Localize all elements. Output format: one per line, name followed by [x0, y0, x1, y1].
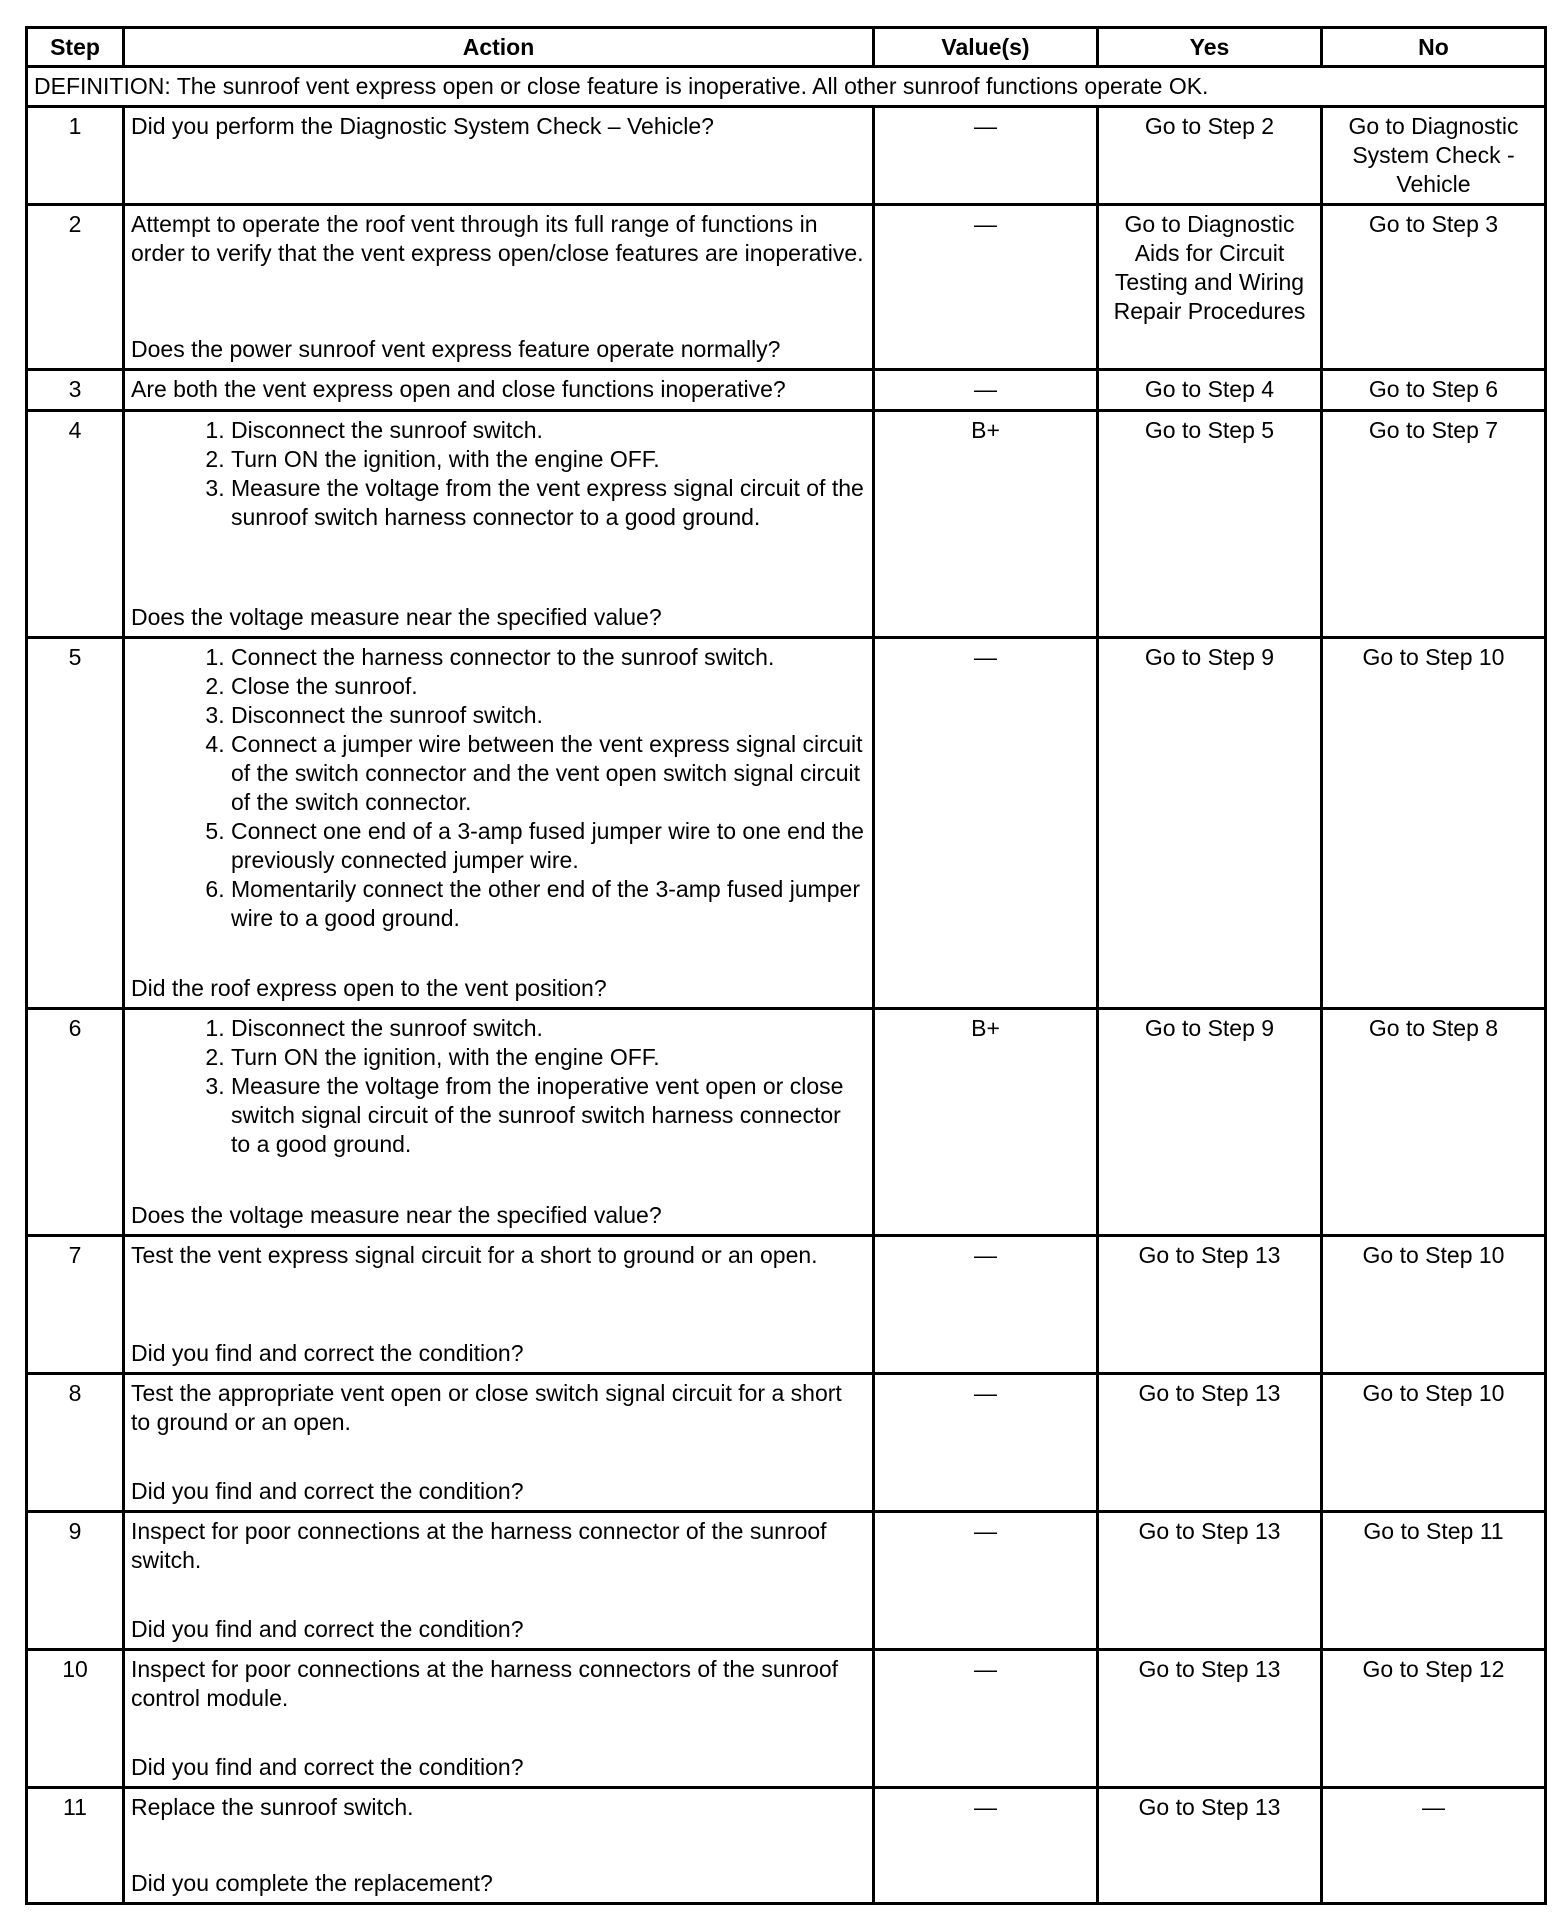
- no-action: Go to Step 10: [1322, 1236, 1546, 1374]
- procedure-step: 2. Close the sunroof.: [231, 672, 866, 701]
- step-number: 11: [27, 1788, 124, 1904]
- procedure-step: 5. Connect one end of a 3-amp fused jumper wire to one end the previously connected jumper wire.: [231, 817, 866, 875]
- yes-action: Go to Step 9: [1098, 638, 1322, 1009]
- table-row: [27, 411, 1546, 638]
- table-row: [27, 205, 1546, 370]
- yes-action: Go to Diagnostic Aids for Circuit Testing and Wiring Repair Procedures: [1098, 205, 1322, 370]
- step-number: 8: [27, 1374, 124, 1512]
- action-cell: [124, 1009, 874, 1236]
- step-number: 10: [27, 1650, 124, 1788]
- procedure-step: 2. Turn ON the ignition, with the engine OFF.: [231, 1043, 866, 1072]
- procedure-step: 6. Momentarily connect the other end of the 3-amp fused jumper wire to a good ground.: [231, 875, 866, 933]
- action-instruction: Test the vent express signal circuit for a short to ground or an open.: [131, 1242, 818, 1268]
- action-instruction: Are both the vent express open and close functions inoperative?: [131, 376, 786, 402]
- no-action: Go to Step 11: [1322, 1512, 1546, 1650]
- header-row: [27, 28, 1546, 67]
- yes-action: Go to Step 4: [1098, 370, 1322, 411]
- table-row: [27, 370, 1546, 411]
- no-action: —: [1322, 1788, 1546, 1904]
- no-action: Go to Step 7: [1322, 411, 1546, 638]
- action-cell: [124, 411, 874, 638]
- procedure-step: 1. Connect the harness connector to the sunroof switch.: [231, 643, 866, 672]
- action-content: [131, 210, 866, 364]
- no-action: Go to Step 12: [1322, 1650, 1546, 1788]
- step-number: 4: [27, 411, 124, 638]
- procedure-step: 1. Disconnect the sunroof switch.: [231, 1014, 866, 1043]
- value-cell: —: [874, 1788, 1098, 1904]
- no-action: Go to Diagnostic System Check - Vehicle: [1322, 107, 1546, 205]
- action-content: [131, 1517, 866, 1644]
- action-content: [131, 416, 866, 632]
- definition-row: [27, 67, 1546, 107]
- step-number: 7: [27, 1236, 124, 1374]
- header-values: Value(s): [874, 28, 1098, 67]
- action-question: Did you find and correct the condition?: [131, 1340, 524, 1366]
- table-row: [27, 1788, 1546, 1904]
- procedure-step: 1. Disconnect the sunroof switch.: [231, 416, 866, 445]
- yes-action: Go to Step 13: [1098, 1650, 1322, 1788]
- action-question: Did you find and correct the condition?: [131, 1754, 524, 1780]
- action-content: [131, 1014, 866, 1230]
- header-action: Action: [124, 28, 874, 67]
- action-question: Does the voltage measure near the specified value?: [131, 1202, 662, 1228]
- action-question: Did the roof express open to the vent position?: [131, 975, 607, 1001]
- header-no: No: [1322, 28, 1546, 67]
- action-question: Did you complete the replacement?: [131, 1870, 493, 1896]
- yes-action: Go to Step 2: [1098, 107, 1322, 205]
- action-cell: [124, 370, 874, 411]
- procedure-step: 2. Turn ON the ignition, with the engine OFF.: [231, 445, 866, 474]
- action-question: Did you find and correct the condition?: [131, 1478, 524, 1504]
- value-cell: —: [874, 1650, 1098, 1788]
- no-action: Go to Step 10: [1322, 638, 1546, 1009]
- action-cell: [124, 205, 874, 370]
- action-cell: [124, 107, 874, 205]
- value-cell: —: [874, 205, 1098, 370]
- header-step: Step: [27, 28, 124, 67]
- yes-action: Go to Step 13: [1098, 1374, 1322, 1512]
- step-number: 3: [27, 370, 124, 411]
- value-cell: —: [874, 638, 1098, 1009]
- action-question: Does the power sunroof vent express feature operate normally?: [131, 336, 781, 362]
- procedure-list: [131, 643, 866, 933]
- table-row: [27, 638, 1546, 1009]
- yes-action: Go to Step 5: [1098, 411, 1322, 638]
- action-instruction: Replace the sunroof switch.: [131, 1794, 414, 1820]
- table-row: [27, 1236, 1546, 1374]
- procedure-list: [131, 1014, 866, 1159]
- action-instruction: Inspect for poor connections at the harness connectors of the sunroof control module.: [131, 1656, 839, 1711]
- action-content: [131, 1793, 866, 1898]
- yes-action: Go to Step 13: [1098, 1236, 1322, 1374]
- action-instruction: Attempt to operate the roof vent through its full range of functions in order to verify that the vent express open/close features are inoperative.: [131, 211, 864, 266]
- action-cell: [124, 1236, 874, 1374]
- table-body: [27, 67, 1546, 1904]
- table-row: [27, 1650, 1546, 1788]
- action-content: [131, 1655, 866, 1782]
- yes-action: Go to Step 13: [1098, 1788, 1322, 1904]
- step-number: 5: [27, 638, 124, 1009]
- action-content: [131, 112, 866, 199]
- no-action: Go to Step 8: [1322, 1009, 1546, 1236]
- no-action: Go to Step 3: [1322, 205, 1546, 370]
- procedure-step: 4. Connect a jumper wire between the vent express signal circuit of the switch connector and the vent open switch signal circuit of the switch connector.: [231, 730, 866, 817]
- step-number: 6: [27, 1009, 124, 1236]
- action-content: [131, 1241, 866, 1368]
- action-cell: [124, 1512, 874, 1650]
- value-cell: —: [874, 1236, 1098, 1374]
- table-row: [27, 1374, 1546, 1512]
- procedure-step: 3. Measure the voltage from the vent express signal circuit of the sunroof switch harness connector to a good ground.: [231, 474, 866, 532]
- action-question: Did you find and correct the condition?: [131, 1616, 524, 1642]
- diagnostic-table: [25, 26, 1547, 1905]
- yes-action: Go to Step 13: [1098, 1512, 1322, 1650]
- value-cell: B+: [874, 1009, 1098, 1236]
- yes-action: Go to Step 9: [1098, 1009, 1322, 1236]
- definition-text: DEFINITION: The sunroof vent express open or close feature is inoperative. All other sunroof functions operate OK.: [27, 67, 1546, 107]
- step-number: 2: [27, 205, 124, 370]
- table-row: [27, 1512, 1546, 1650]
- action-instruction: Inspect for poor connections at the harness connector of the sunroof switch.: [131, 1518, 827, 1573]
- procedure-step: 3. Measure the voltage from the inoperative vent open or close switch signal circuit of the sunroof switch harness connector to a good ground.: [231, 1072, 866, 1159]
- step-number: 9: [27, 1512, 124, 1650]
- action-question: Does the voltage measure near the specified value?: [131, 604, 662, 630]
- table-row: [27, 107, 1546, 205]
- action-cell: [124, 638, 874, 1009]
- no-action: Go to Step 10: [1322, 1374, 1546, 1512]
- action-cell: [124, 1374, 874, 1512]
- action-instruction: Did you perform the Diagnostic System Check – Vehicle?: [131, 113, 714, 139]
- table-row: [27, 1009, 1546, 1236]
- action-content: [131, 643, 866, 1003]
- step-number: 1: [27, 107, 124, 205]
- action-cell: [124, 1650, 874, 1788]
- value-cell: B+: [874, 411, 1098, 638]
- value-cell: —: [874, 1512, 1098, 1650]
- procedure-step: 3. Disconnect the sunroof switch.: [231, 701, 866, 730]
- value-cell: —: [874, 370, 1098, 411]
- action-instruction: Test the appropriate vent open or close switch signal circuit for a short to ground or an open.: [131, 1380, 842, 1435]
- header-yes: Yes: [1098, 28, 1322, 67]
- action-content: [131, 1379, 866, 1506]
- no-action: Go to Step 6: [1322, 370, 1546, 411]
- action-cell: [124, 1788, 874, 1904]
- action-content: [131, 375, 866, 405]
- procedure-list: [131, 416, 866, 532]
- value-cell: —: [874, 107, 1098, 205]
- value-cell: —: [874, 1374, 1098, 1512]
